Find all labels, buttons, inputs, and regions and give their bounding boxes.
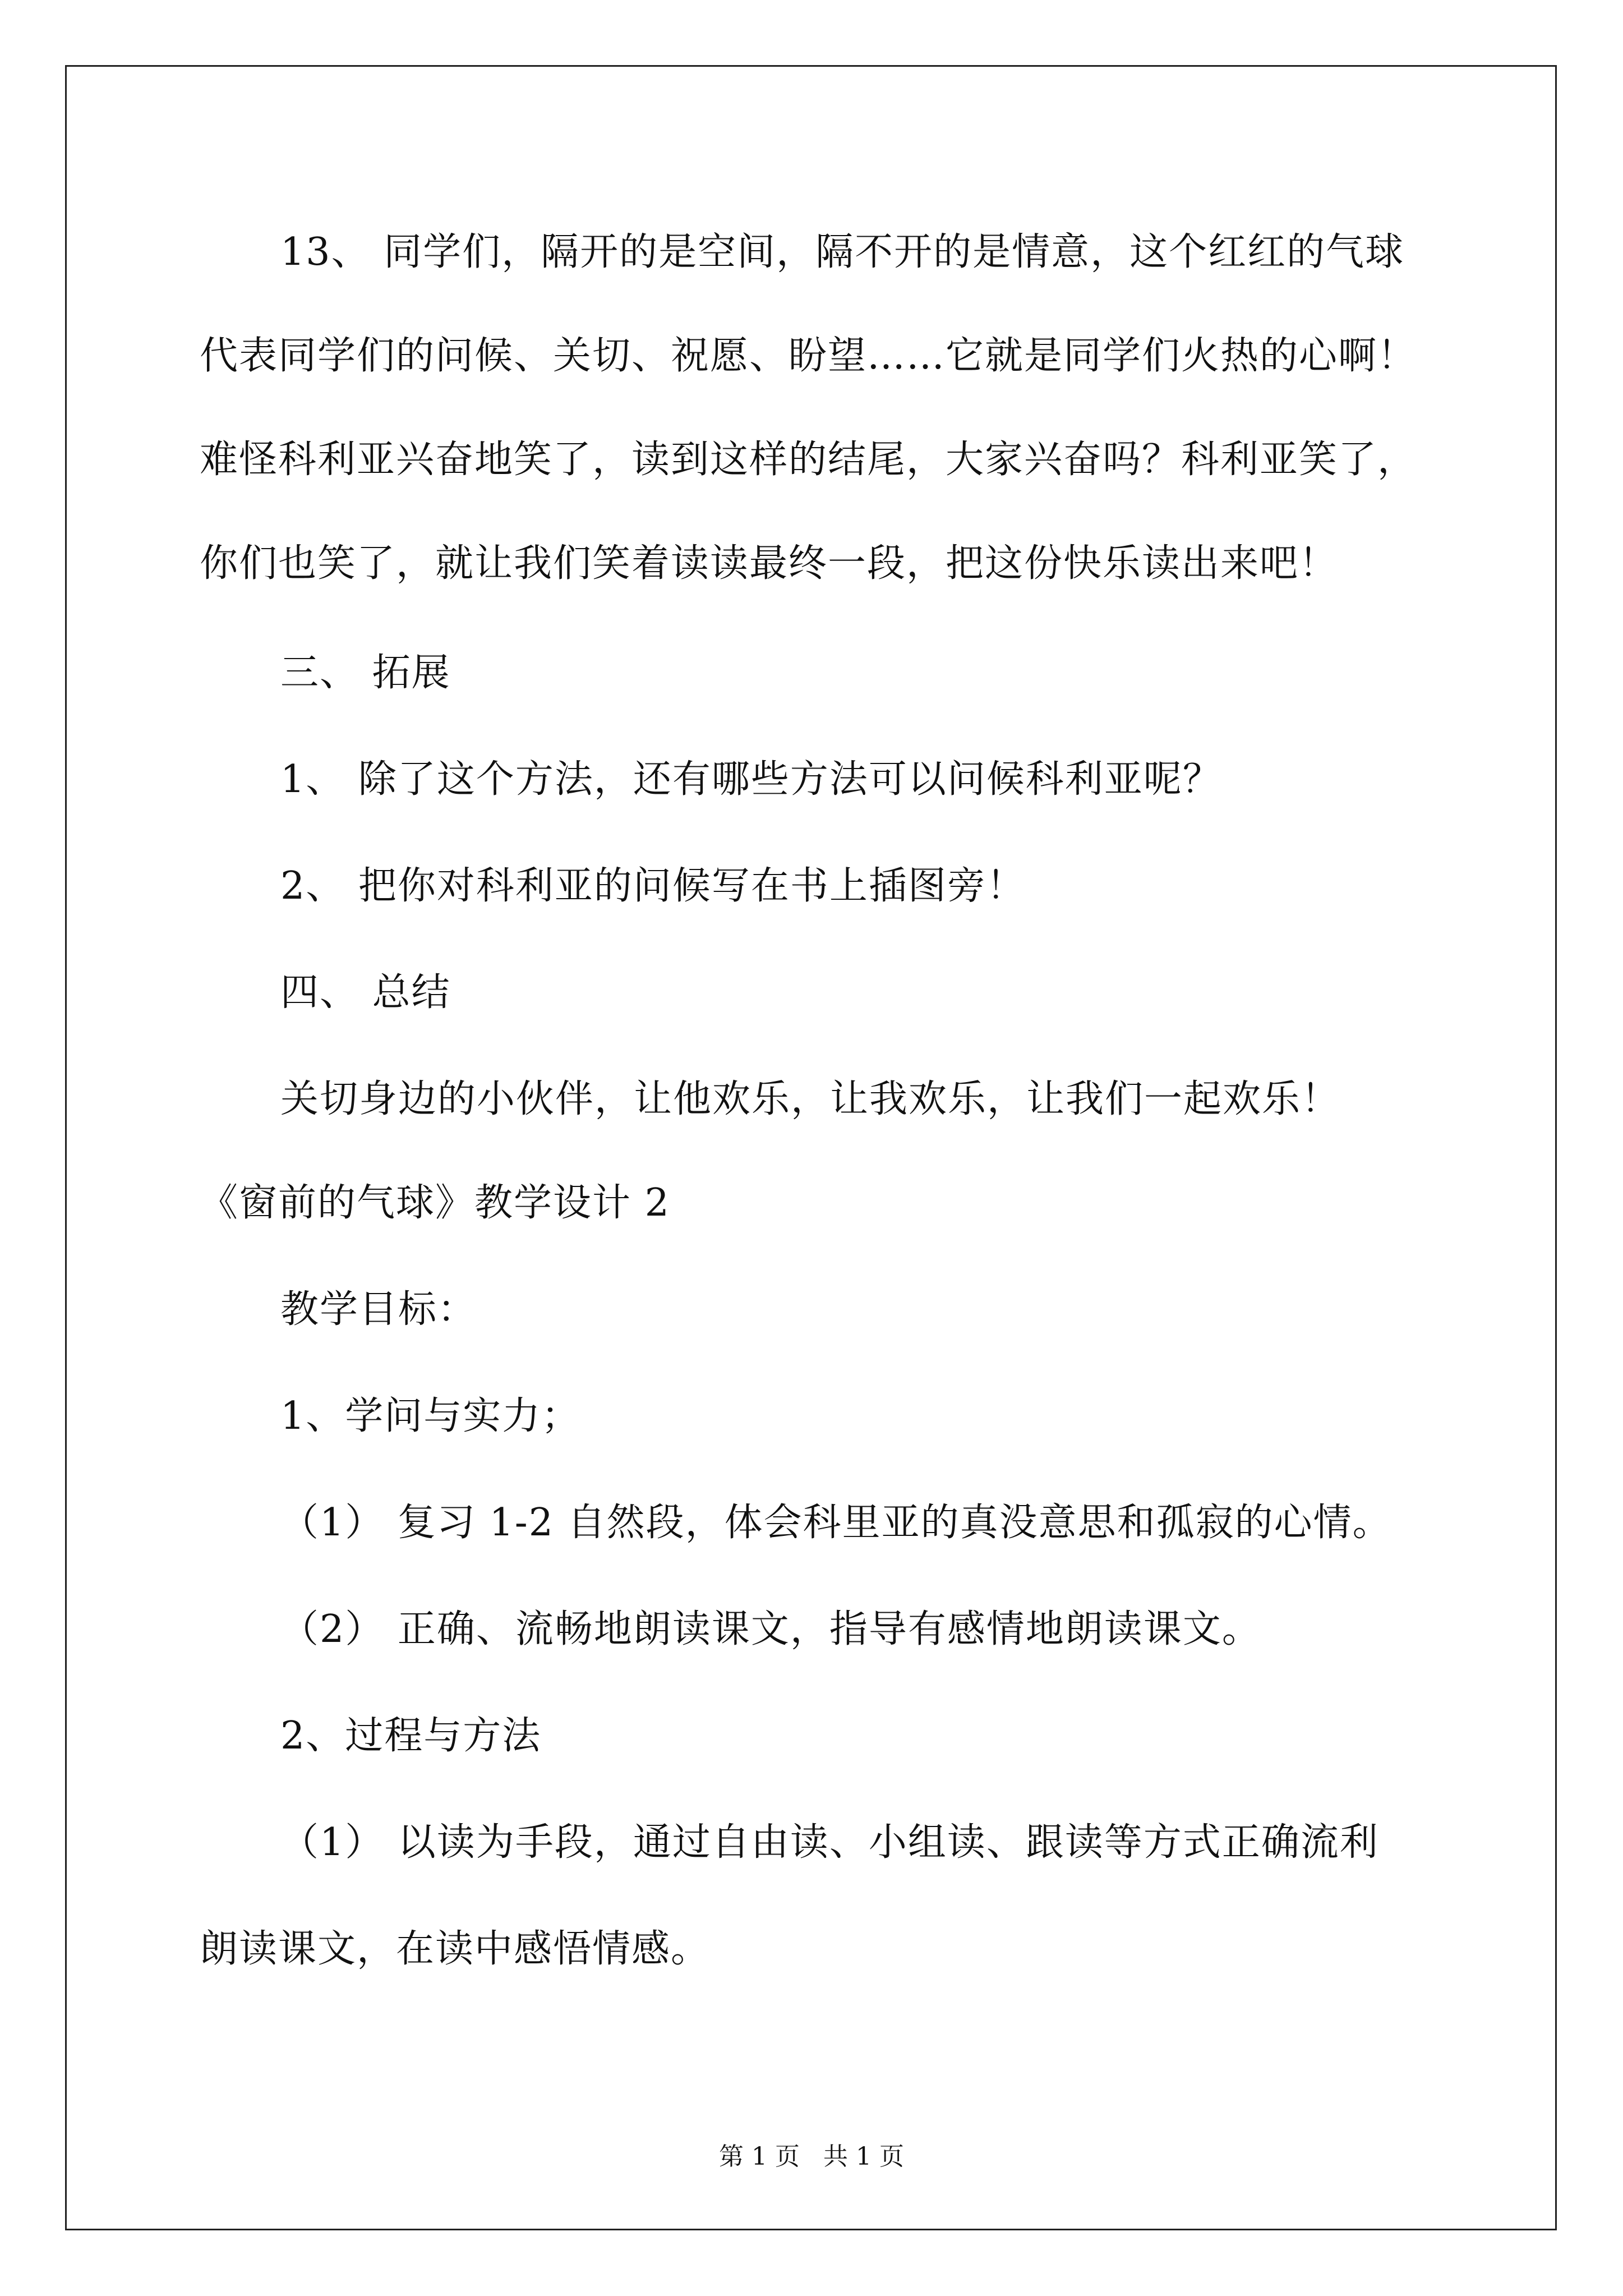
page-footer: 第 1 页 共 1 页 [719, 2142, 904, 2171]
page-border [65, 65, 1557, 2230]
paragraph-line: （1） 复习 1-2 自然段，体会科里亚的真没意思和孤寂的心情。 [280, 1501, 1392, 1545]
paragraph-line: 2、过程与方法 [280, 1714, 542, 1758]
paragraph-line: 13、 同学们，隔开的是空间，隔不开的是情意，这个红红的气球 [280, 230, 1405, 274]
paragraph-line: 教学目标： [280, 1287, 477, 1332]
section-heading: 四、 总结 [280, 970, 451, 1015]
document-title: 《窗前的气球》教学设计 2 [200, 1181, 670, 1225]
paragraph-line: 2、 把你对科利亚的问候写在书上插图旁！ [280, 864, 1026, 908]
paragraph-line: 代表同学们的问候、关切、祝愿、盼望……它就是同学们火热的心啊！ [200, 334, 1417, 378]
paragraph-line: 朗读课文，在读中感悟情感。 [200, 1927, 711, 1971]
paragraph-line: （1） 以读为手段，通过自由读、小组读、跟读等方式正确流利 [280, 1820, 1379, 1865]
paragraph-line: 关切身边的小伙伴，让他欢乐，让我欢乐，让我们一起欢乐！ [280, 1077, 1341, 1121]
paragraph-line: 1、 除了这个方法，还有哪些方法可以问候科利亚呢？ [280, 757, 1222, 802]
section-heading: 三、 拓展 [280, 651, 451, 695]
paragraph-line: 难怪科利亚兴奋地笑了，读到这样的结尾，大家兴奋吗？科利亚笑了， [200, 438, 1417, 482]
paragraph-line: 1、学问与实力； [280, 1394, 581, 1438]
paragraph-line: 你们也笑了，就让我们笑着读读最终一段，把这份快乐读出来吧！ [200, 541, 1339, 586]
paragraph-line: （2） 正确、流畅地朗读课文，指导有感情地朗读课文。 [280, 1607, 1261, 1651]
